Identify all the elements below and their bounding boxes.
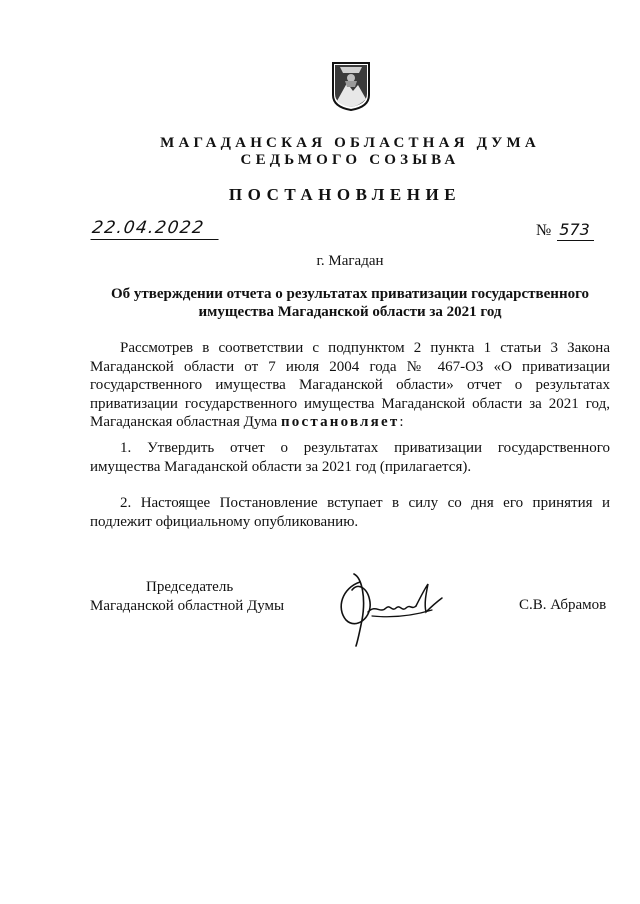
resolves-word: постановляет [280, 414, 400, 431]
document-subject: Об утверждении отчета о результатах приватизации государственного имущества Магаданской области за 2021 год [110, 286, 590, 320]
signatory-name: С.В. Абрамов [519, 597, 607, 613]
handwritten-signature [332, 568, 450, 648]
org-name: МАГАДАНСКАЯ ОБЛАСТНАЯ ДУМА [160, 135, 540, 151]
document-type-title: ПОСТАНОВЛЕНИЕ [228, 185, 462, 204]
signatory-title-line1: Председатель [146, 579, 234, 595]
city: г. Магадан [316, 253, 384, 269]
signatory-title [90, 578, 284, 616]
preamble-paragraph [90, 339, 610, 432]
number-sign: № [536, 222, 552, 239]
signatory-title-line2: Магаданской областной Думы [90, 598, 285, 614]
convocation: СЕДЬМОГО СОЗЫВА [240, 152, 460, 168]
document-date: 22.04.2022 [90, 218, 221, 240]
document-number [536, 220, 594, 241]
preamble-colon: : [399, 414, 404, 431]
clause-2: 2. Настоящее Постановление вступает в силу со дня его принятия и подлежит официальному опубликованию. [90, 495, 610, 530]
clause-1: 1. Утвердить отчет о результатах приватизации государственного имущества Магаданской области за 2021 год (прилагается). [90, 440, 610, 475]
number-value: 573 [557, 220, 594, 241]
preamble-text: Рассмотрев в соответствии с подпунктом 2 пункта 1 статьи 3 Закона Магаданской области от 7 июля 2004 года № 467-ОЗ «О приватизации государственного имущества Магаданской области» отчет о результатах приватизации государственного имущества Магаданской области за 2021 год, Магаданская областная Дума [90, 340, 610, 431]
coat-of-arms-icon [331, 61, 371, 111]
